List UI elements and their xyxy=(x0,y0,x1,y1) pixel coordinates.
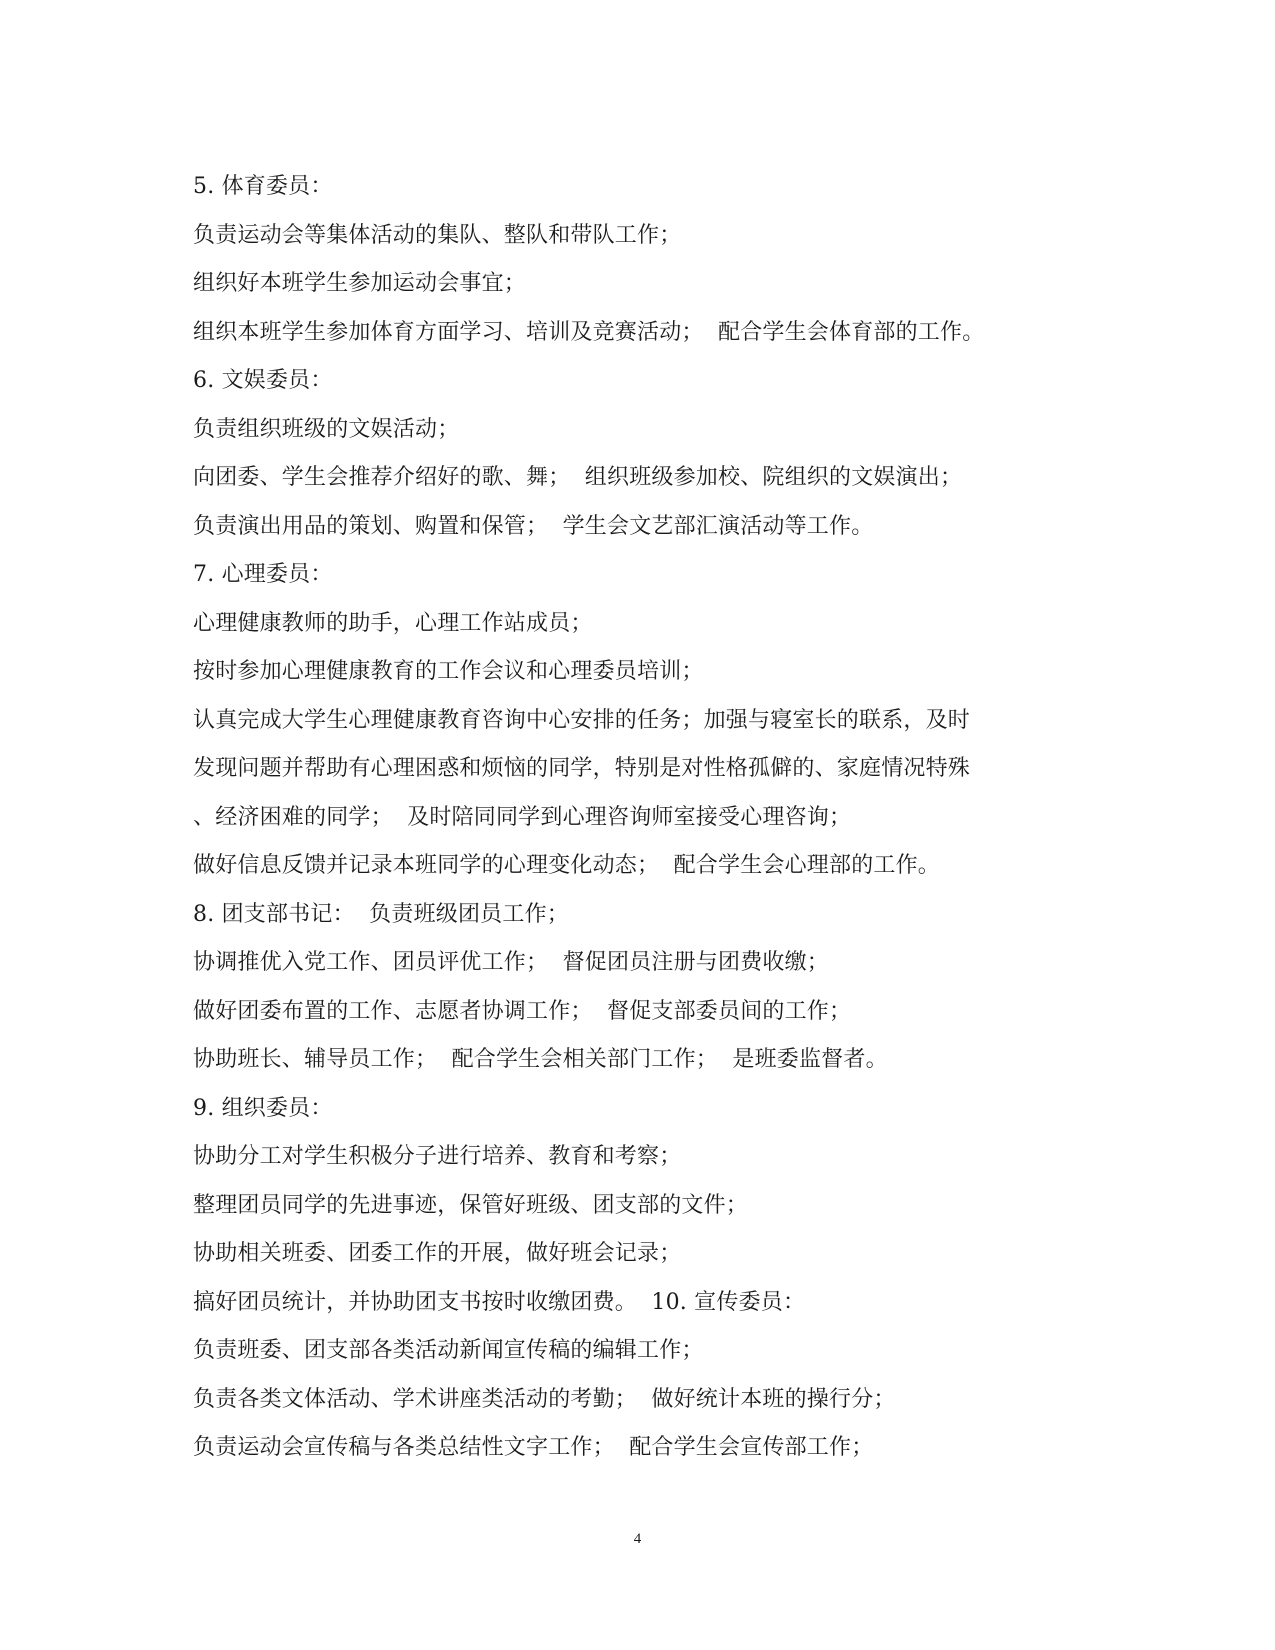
paragraph-line: 做好团委布置的工作、志愿者协调工作； 督促支部委员间的工作； xyxy=(193,998,852,1024)
paragraph-line: 做好信息反馈并记录本班同学的心理变化动态； 配合学生会心理部的工作。 xyxy=(193,853,940,878)
page-number: 4 xyxy=(633,1531,642,1547)
section-heading-entertainment: 6. 文娱委员： xyxy=(193,368,333,393)
paragraph-line: 协调推优入党工作、团员评优工作； 督促团员注册与团费收缴； xyxy=(193,950,829,975)
paragraph-line: 负责运动会宣传稿与各类总结性文字工作； 配合学生会宣传部工作； xyxy=(193,1435,874,1460)
paragraph-line: 协助相关班委、团委工作的开展，做好班会记录； xyxy=(193,1241,682,1266)
paragraph-line: 负责班委、团支部各类活动新闻宣传稿的编辑工作； xyxy=(193,1338,704,1363)
paragraph-line: 认真完成大学生心理健康教育咨询中心安排的任务；加强与寝室长的联系，及时 xyxy=(193,707,971,733)
paragraph-line: 协助班长、辅导员工作； 配合学生会相关部门工作； 是班委监督者。 xyxy=(193,1047,888,1072)
paragraph-line: 协助分工对学生积极分子进行培养、教育和考察； xyxy=(193,1144,682,1169)
paragraph-line: 向团委、学生会推荐介绍好的歌、舞； 组织班级参加校、院组织的文娱演出； xyxy=(193,465,963,490)
paragraph-line: 负责各类文体活动、学术讲座类活动的考勤； 做好统计本班的操行分； xyxy=(193,1386,896,1412)
paragraph-line: 心理健康教师的助手，心理工作站成员； xyxy=(193,610,593,636)
paragraph-line: 组织本班学生参加体育方面学习、培训及竞赛活动； 配合学生会体育部的工作。 xyxy=(193,319,985,345)
paragraph-line: 按时参加心理健康教育的工作会议和心理委员培训； xyxy=(193,659,704,684)
section-heading-organization: 9. 组织委员： xyxy=(193,1095,333,1121)
paragraph-line: 发现问题并帮助有心理困惑和烦恼的同学，特别是对性格孤僻的、家庭情况特殊 xyxy=(193,756,971,781)
paragraph-line: 搞好团员统计，并协助团支书按时收缴团费。 10. 宣传委员： xyxy=(193,1289,806,1315)
paragraph-line: 、经济困难的同学； 及时陪同同学到心理咨询师室接受心理咨询； xyxy=(193,804,852,830)
section-heading-psychology: 7. 心理委员： xyxy=(193,562,333,587)
document-body xyxy=(193,163,1093,1473)
paragraph-line: 负责演出用品的策划、购置和保管； 学生会文艺部汇演活动等工作。 xyxy=(193,513,874,539)
section-heading-sports: 5. 体育委员： xyxy=(193,174,333,199)
paragraph-line: 整理团员同学的先进事迹，保管好班级、团支部的文件； xyxy=(193,1192,749,1218)
paragraph-line: 负责运动会等集体活动的集队、整队和带队工作； xyxy=(193,222,682,248)
paragraph-line: 负责组织班级的文娱活动； xyxy=(193,416,460,442)
section-heading-league-secretary: 8. 团支部书记： 负责班级团员工作； xyxy=(193,901,569,927)
paragraph-line: 组织好本班学生参加运动会事宜； xyxy=(193,271,527,296)
